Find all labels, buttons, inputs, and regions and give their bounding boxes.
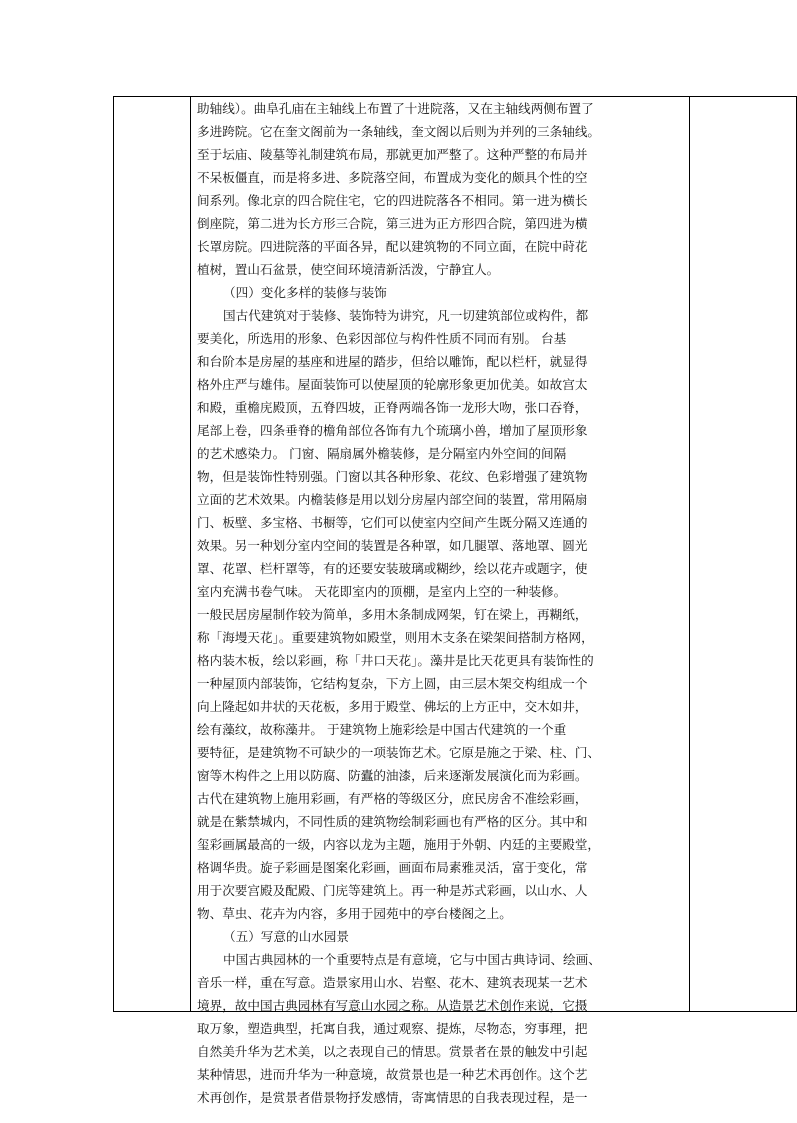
text-line: 效果。另一种划分室内空间的装置是各种罩，如几腿罩、落地罩、圆光: [197, 538, 588, 553]
text-line: 和台阶本是房屋的基座和进屋的踏步，但给以雕饰，配以栏杆，就显得: [197, 354, 588, 369]
text-line: 的艺术感染力。 门窗、隔扇属外檐装修，是分隔室内外空间的间隔: [197, 446, 567, 461]
text-line: 取万象，塑造典型，托寓自我，通过观察、提炼，尽物态，穷事理，把: [197, 1021, 588, 1036]
text-line: 罩、花罩、栏杆罩等，有的还要安装玻璃或糊纱，绘以花卉或题字，使: [197, 561, 588, 576]
text-line: 一种屋顶内部装饰，它结构复杂，下方上圆，由三层木架交构组成一个: [197, 676, 588, 691]
text-line: 某种情思，进而升华为一种意境，故赏景也是一种艺术再创作。这个艺: [197, 1067, 588, 1082]
text-line: 要美化，所选用的形象、色彩因部位与构件性质不同而有别。 台基: [197, 331, 567, 346]
text-line: 自然美升华为艺术美，以之表现自己的情思。赏景者在景的触发中引起: [197, 1044, 588, 1059]
text-line: 音乐一样，重在写意。造景家用山水、岩壑、花木、建筑表现某一艺术: [197, 975, 588, 990]
table-right-column: [689, 97, 796, 1011]
text-line: 物、草虫、花卉为内容，多用于园苑中的亭台楼阁之上。: [197, 906, 512, 921]
text-line: 一般民居房屋制作较为简单，多用木条制成网架，钉在梁上，再糊纸，: [197, 607, 588, 622]
text-line: 尾部上卷，四条垂脊的檐角部位各饰有九个琉璃小兽，增加了屋顶形象: [197, 423, 588, 438]
text-line: 玺彩画属最高的一级，内容以龙为主题，施用于外朝、内廷的主要殿堂，: [197, 837, 600, 852]
table-content-cell: [197, 97, 601, 1105]
text-line: 植树，置山石盆景，使空间环境清新活泼，宁静宜人。: [197, 262, 500, 277]
text-line: 至于坛庙、陵墓等礼制建筑布局，那就更加严整了。这种严整的布局并: [197, 147, 588, 162]
text-line: 向上隆起如井状的天花板，多用于殿堂、佛坛的上方正中，交木如井，: [197, 699, 588, 714]
text-line: 称「海墁天花」。重要建筑物如殿堂，则用木支条在梁架间搭制方格网，: [197, 630, 594, 645]
document-table: [113, 96, 797, 1105]
text-line: 立面的艺术效果。内檐装修是用以划分房屋内部空间的装置，常用隔扇: [197, 492, 588, 507]
text-line: 多进跨院。它在奎文阁前为一条轴线，奎文阁以后则为并列的三条轴线。: [197, 124, 600, 139]
text-line: 室内充满书卷气味。 天花即室内的顶棚，是室内上空的一种装修。: [197, 584, 567, 599]
text-line: 就是在紫禁城内，不同性质的建筑物绘制彩画也有严格的区分。其中和: [197, 814, 588, 829]
text-line: 窗等木构件之上用以防腐、防蠹的油漆，后来逐渐发展演化而为彩画。: [197, 768, 588, 783]
text-line: 物，但是装饰性特别强。门窗以其各种形象、花纹、色彩增强了建筑物: [197, 469, 588, 484]
text-line: 间系列。像北京的四合院住宅，它的四进院落各不相同。第一进为横长: [197, 193, 588, 208]
text-line: 古代在建筑物上施用彩画，有严格的等级区分，庶民房舍不准绘彩画，: [197, 791, 588, 806]
text-line: 境界，故中国古典园林有写意山水园之称。从造景艺术创作来说，它摄: [197, 998, 588, 1013]
text-line: （四）变化多样的装修与装饰: [223, 285, 387, 300]
text-line: 国古代建筑对于装修、装饰特为讲究，凡一切建筑部位或构件，都: [223, 308, 589, 323]
text-line: 要特征，是建筑物不可缺少的一项装饰艺术。它原是施之于梁、柱、门、: [197, 745, 600, 760]
text-line: 门、板壁、多宝格、书橱等，它们可以使室内空间产生既分隔又连通的: [197, 515, 588, 530]
table-left-column: [114, 97, 191, 1011]
text-line: 倒座院，第二进为长方形三合院，第三进为正方形四合院，第四进为横: [197, 216, 588, 231]
text-line: 中国古典园林的一个重要特点是有意境，它与中国古典诗词、绘画、: [223, 952, 601, 967]
text-line: 助轴线）。曲阜孔庙在主轴线上布置了十进院落，又在主轴线两侧布置了: [197, 101, 594, 116]
text-line: （五）写意的山水园景: [223, 929, 349, 944]
text-line: 格外庄严与雄伟。屋面装饰可以使屋顶的轮廓形象更加优美。如故宫太: [197, 377, 588, 392]
text-line: 术再创作，是赏景者借景物抒发感情，寄寓情思的自我表现过程，是一: [197, 1090, 588, 1105]
text-line: 不呆板僵直，而是将多进、多院落空间，布置成为变化的颇具个性的空: [197, 170, 588, 185]
text-line: 长罩房院。四进院落的平面各异，配以建筑物的不同立面，在院中莳花: [197, 239, 588, 254]
text-line: 格调华贵。旋子彩画是图案化彩画，画面布局素雅灵活，富于变化，常: [197, 860, 588, 875]
text-line: 格内装木板，绘以彩画，称「井口天花」。藻井是比天花更具有装饰性的: [197, 653, 594, 668]
text-line: 用于次要宫殿及配殿、门庑等建筑上。再一种是苏式彩画，以山水、人: [197, 883, 588, 898]
text-line: 和殿，重檐庑殿顶，五脊四坡，正脊两端各饰一龙形大吻，张口吞脊，: [197, 400, 588, 415]
text-line: 绘有藻纹，故称藻井。 于建筑物上施彩绘是中国古代建筑的一个重: [197, 722, 567, 737]
